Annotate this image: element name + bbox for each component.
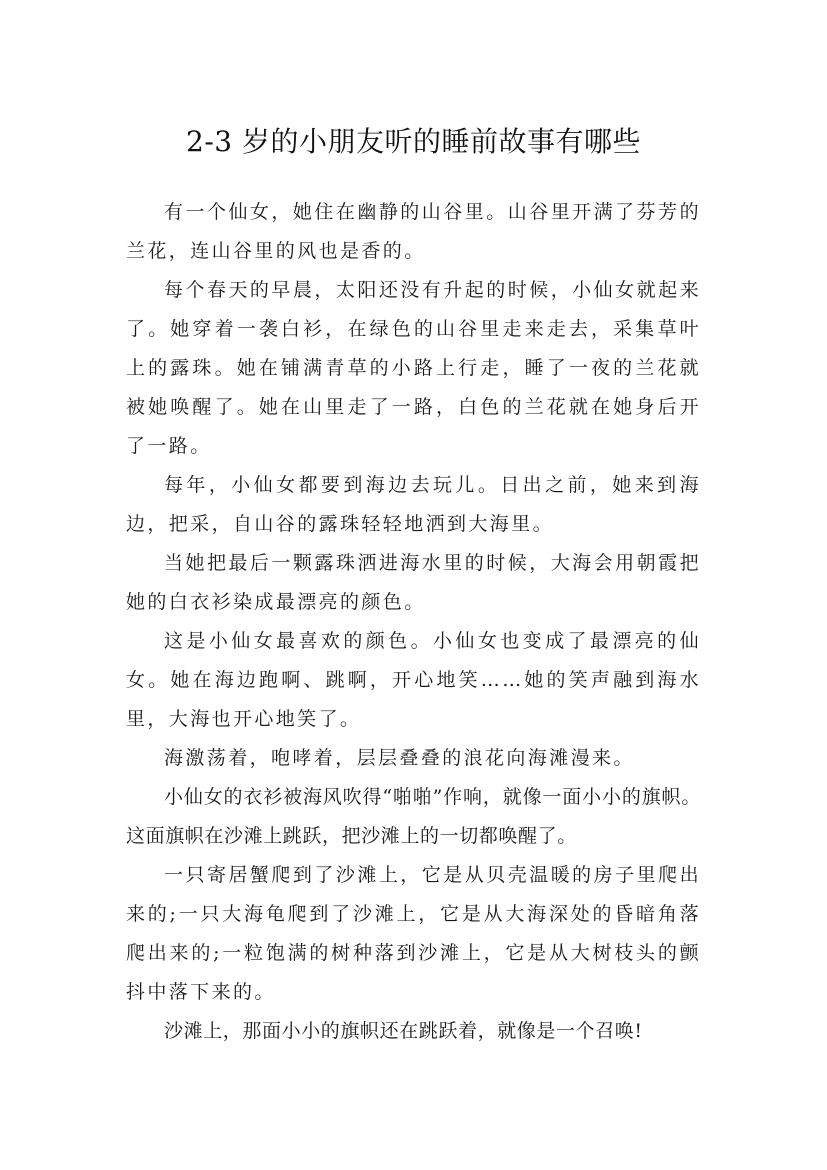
story-body (126, 193, 701, 1051)
paragraph: 有一个仙女，她住在幽静的山谷里。山谷里开满了芬芳的兰花，连山谷里的风也是香的。 (126, 201, 701, 262)
paragraph: 一只寄居蟹爬到了沙滩上，它是从贝壳温暖的房子里爬出来的;一只大海龟爬到了沙滩上，它是从大海深处的昏暗角落爬出来的;一粒饱满的树种落到沙滩上，它是从大树枝头的颤抖中落下来的。 (126, 864, 701, 1003)
paragraph: 这是小仙女最喜欢的颜色。小仙女也变成了最漂亮的仙女。她在海边跑啊、跳啊，开心地笑……她的笑声融到海水里，大海也开心地笑了。 (126, 630, 701, 730)
paragraph: 海激荡着，咆哮着，层层叠叠的浪花向海滩漫来。 (164, 747, 635, 769)
paragraph: 每年，小仙女都要到海边去玩儿。日出之前，她来到海边，把采，自山谷的露珠轻轻地洒到大海里。 (126, 474, 701, 535)
document-title: 2-3 岁的小朋友听的睡前故事有哪些 (186, 124, 641, 158)
paragraph: 沙滩上，那面小小的旗帜还在跳跃着，就像是一个召唤! (164, 1020, 643, 1042)
paragraph: 当她把最后一颗露珠洒进海水里的时候，大海会用朝霞把她的白衣衫染成最漂亮的颜色。 (126, 552, 701, 613)
paragraph: 每个春天的早晨，太阳还没有升起的时候，小仙女就起来了。她穿着一袭白衫，在绿色的山谷里走来走去，采集草叶上的露珠。她在铺满青草的小路上行走，睡了一夜的兰花就被她唤醒了。她在山里走了一路，白色的兰花就在她身后开了一路。 (126, 279, 701, 457)
paragraph: 小仙女的衣衫被海风吹得“啪啪”作响，就像一面小小的旗帜。这面旗帜在沙滩上跳跃，把沙滩上的一切都唤醒了。 (126, 786, 701, 847)
